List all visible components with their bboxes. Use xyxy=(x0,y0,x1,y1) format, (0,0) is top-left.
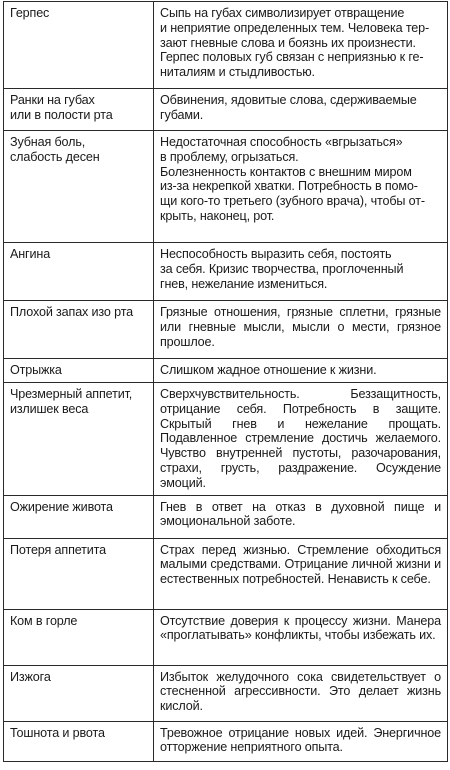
table-row xyxy=(4,609,448,665)
table-row xyxy=(4,538,448,609)
meaning-cell: Сыпь на губах символизирует отвращение и неприятие определенных тем. Человека тер- зают гневные слова и боязнь их произнести. Герпес половых губ связан с неприязнью к ге- ниталиям и стыдливостью. xyxy=(154,2,448,89)
condition-cell: Плохой запах изо рта xyxy=(4,301,154,359)
meaning-cell: Сверхчувствительность. Беззащитность, отрицание себя. Потребность в защите. Скрытый гнев и нежелание прощать. Подавленное стремление достичь желаемого. Чувство внутренней пустоты, разочарования, страхи, грусть, раздражение. Осуждение эмоций. xyxy=(154,383,448,496)
condition-cell: Чрезмерный аппетит, излишек веса xyxy=(4,383,154,496)
condition-cell: Потеря аппетита xyxy=(4,538,154,609)
table-row xyxy=(4,721,448,761)
condition-cell: Зубная боль, слабость десен xyxy=(4,131,154,243)
condition-cell: Ком в горле xyxy=(4,609,154,665)
meaning-cell: Гнев в ответ на отказ в духовной пище и эмоциональной заботе. xyxy=(154,495,448,538)
meaning-cell: Отсутствие доверия к процессу жизни. Манера «проглатывать» конфликты, чтобы избежать их. xyxy=(154,609,448,665)
condition-cell: Ожирение живота xyxy=(4,495,154,538)
condition-cell: Ранки на губах или в полости рта xyxy=(4,89,154,131)
condition-cell: Отрыжка xyxy=(4,359,154,383)
condition-cell: Изжога xyxy=(4,665,154,721)
meaning-cell: Неспособность выразить себя, постоять за себя. Кризис творчества, проглоченный гнев, нежелание измениться. xyxy=(154,243,448,301)
table-row xyxy=(4,301,448,359)
condition-cell: Ангина xyxy=(4,243,154,301)
condition-cell: Герпес xyxy=(4,2,154,89)
meaning-cell: Грязные отношения, грязные сплетни, грязные или гневные мысли, мысли о мести, грязное прошлое. xyxy=(154,301,448,359)
table-row xyxy=(4,383,448,496)
condition-cell: Тошнота и рвота xyxy=(4,721,154,761)
meaning-cell: Обвинения, ядовитые слова, сдерживаемые губами. xyxy=(154,89,448,131)
table-row xyxy=(4,243,448,301)
meaning-cell: Слишком жадное отношение к жизни. xyxy=(154,359,448,383)
table-row xyxy=(4,359,448,383)
table-row xyxy=(4,89,448,131)
table-row xyxy=(4,2,448,89)
table-row xyxy=(4,495,448,538)
meaning-cell: Страх перед жизнью. Стремление обходиться малыми средствами. Отрицание личной жизни и естественных потребностей. Ненависть к себе. xyxy=(154,538,448,609)
meaning-cell: Недостаточная способность «вгрызаться» в проблему, огрызаться. Болезненность контактов с внешним миром из-за некрепкой хватки. Потребность в помо- щи кого-то третьего (зубного врача), чтобы от- крыть, наконец, рот. xyxy=(154,131,448,243)
meaning-cell: Избыток желудочного сока свидетельствует о стесненной агрессивности. Это делает жизнь кислой. xyxy=(154,665,448,721)
table-row xyxy=(4,665,448,721)
table-row xyxy=(4,131,448,243)
symptoms-table xyxy=(3,1,448,762)
meaning-cell: Тревожное отрицание новых идей. Энергичное отторжение неприятного опыта. xyxy=(154,721,448,761)
